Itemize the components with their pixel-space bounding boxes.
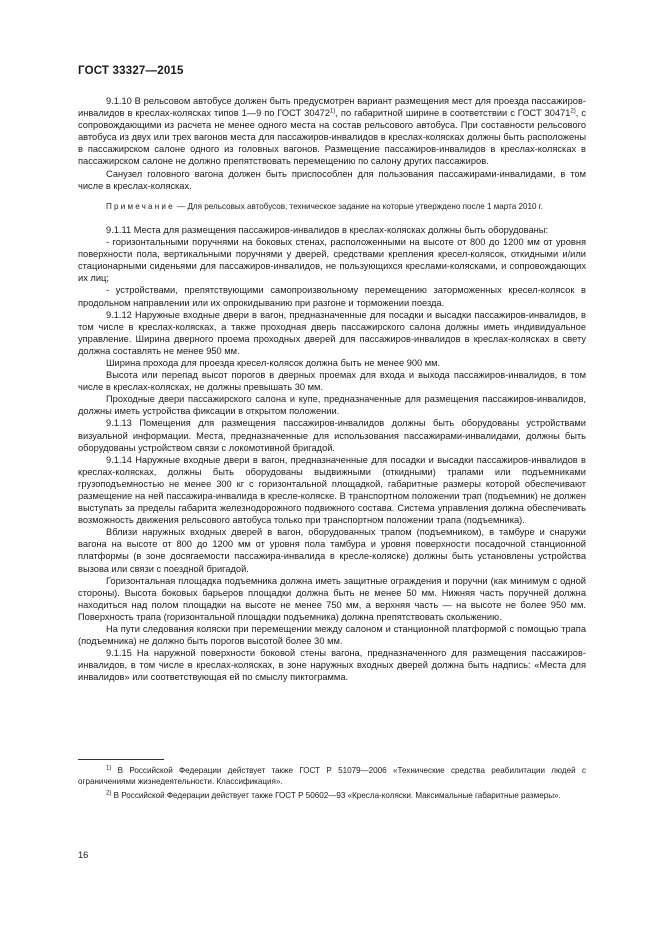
- paragraph: На пути следования коляски при перемещении между салоном и станционной платформой с помощью трапа (подъемника) не должно быть порогов высотой более 30 мм.: [78, 624, 586, 647]
- footnotes: [78, 765, 586, 803]
- paragraph-9-1-14: 9.1.14 Наружные входные двери в вагон, предназначенные для посадки и высадки пассажиров-инвалидов в креслах-колясках, должны быть оборудованы выдвижными (откидными) трапами или подъемниками грузоподъемностью не менее 300 кг с горизонтальной площадкой, габаритные размеры которой обеспечивают размещение на ней пассажира-инвалида в кресле-коляске. В транспортном положении трап (подъемник) не должен выступать за пределы габарита железнодорожного подвижного состава. Система управления должна обеспечивать возможность движения рельсового автобуса только при транспортном положении трапа (подъемника).: [78, 454, 586, 526]
- paragraph-9-1-13: 9.1.13 Помещения для размещения пассажиров-инвалидов должны быть оборудованы устройствами визуальной информации. Места, предназначенные для использования пассажирами-инвалидами, должны быть оборудованы устройством связи с локомотивной бригадой.: [78, 418, 586, 453]
- footnote-ref-1: 1): [330, 108, 336, 115]
- note: [78, 201, 586, 212]
- list-item: - горизонтальными поручнями на боковых стенах, расположенными на высоте от 800 до 1200 мм от уровня поверхности пола, вертикальными поручнями у дверей, средствами крепления кресел-колясок, откидными и/или стационарными сиденьями для пассажиров-инвалидов, не пользующихся креслами-колясками, и сопровождающих их лиц;: [78, 237, 586, 284]
- footnote-mark-1: 1): [106, 765, 112, 772]
- note-label: Примечание: [106, 201, 175, 211]
- document-header: ГОСТ 33327—2015: [78, 65, 184, 77]
- paragraph-9-1-12: 9.1.12 Наружные входные двери в вагон, предназначенные для посадки и высадки пассажиров-инвалидов, в том числе в креслах-колясках, а также проходная дверь пассажирского салона должны иметь индивидуальное управление. Ширина дверного проема проходных дверей для пассажиров-инвалидов в креслах-колясках в свету должна составлять не менее 950 мм.: [78, 309, 586, 356]
- paragraph: Горизонтальная площадка подъемника должна иметь защитные ограждения и поручни (как минимум с одной стороны). Высота боковых барьеров площадки должна быть не менее 50 мм. Нижняя часть поручней должна находиться над полом площадки на высоте не менее 750 мм, а верхняя часть — на высоте не более 950 мм. Поверхность трапа (горизонтальной площадки подъемника) должна препятствовать скольжению.: [78, 575, 586, 622]
- paragraph-9-1-11: 9.1.11 Места для размещения пассажиров-инвалидов в креслах-колясках должны быть оборудованы:: [106, 224, 549, 235]
- footnote-separator: [78, 759, 164, 760]
- list-item: - устройствами, препятствующими самопроизвольному перемещению заторможенных кресел-колясок в продольном направлении или их опрокидыванию при разгоне и торможении поезда.: [78, 285, 586, 308]
- document-body: [78, 95, 586, 684]
- footnote-2: $^{2)}$ В Российской Федерации действует также ГОСТ Р 50602—93 «Кресла-коляски. Максимальные габаритные размеры».: [106, 790, 561, 800]
- note-text: — Для рельсовых автобусов, техническое задание на которые утверждено после 1 марта 2010 г.: [174, 201, 543, 211]
- footnote-mark-2: 2): [106, 790, 112, 797]
- paragraph: Высота или перепад высот порогов в дверных проемах для входа и выхода пассажиров-инвалидов, в том числе в креслах-колясках, не должны превышать 30 мм.: [78, 370, 586, 393]
- paragraph-9-1-10: 9.1.10 В рельсовом автобусе должен быть предусмотрен вариант размещения мест для проезда пассажиров-инвалидов в креслах-колясках типов 1—9 по ГОСТ 30472$^{1)}$, по габаритной ширине в соответствии с ГОСТ 30471$^{2)}$, с сопровождающими из расчета не менее одного места на состав рельсового автобуса. При составности рельсового автобуса из двух или трех вагонов места для пассажиров-инвалидов в креслах-колясках должны быть расположены в пассажирском салоне одного из головных вагонов. Размещение пассажиров-инвалидов в креслах-колясках в пассажирском салоне не должно препятствовать перемещению по салону других пассажиров.: [78, 96, 586, 167]
- footnote-ref-2: 2): [570, 108, 576, 115]
- page-number: 16: [78, 850, 89, 860]
- paragraph-sanuzel: Санузел головного вагона должен быть приспособлен для пользования пассажирами-инвалидами, в том числе в креслах-колясках.: [78, 168, 586, 191]
- paragraph: Проходные двери пассажирского салона и купе, предназначенные для размещения пассажиров-инвалидов, должны иметь устройства фиксации в открытом положении.: [78, 394, 586, 417]
- paragraph-9-1-15: 9.1.15 На наружной поверхности боковой стены вагона, предназначенного для размещения пассажиров-инвалидов, в том числе в креслах-колясках, в зоне наружных входных дверей должна быть надпись: «Места для инвалидов» или соответствующая ей по смыслу пиктограмма.: [78, 648, 586, 683]
- paragraph: Вблизи наружных входных дверей в вагон, оборудованных трапом (подъемником), в тамбуре и снаружи вагона на высоте от 800 до 1200 мм от уровня пола тамбура и уровня поверхности посадочной станционной платформы (в зоне досягаемости пассажира-инвалида в кресле-коляске) должны быть установлены устройства вызова или связи с поездной бригадой.: [78, 527, 586, 574]
- footnote-1: $^{1)}$ В Российской Федерации действует также ГОСТ Р 51079—2006 «Технические средства реабилитации людей с ограничениями жизнедеятельности. Классификация».: [78, 765, 586, 787]
- paragraph: Ширина прохода для проезда кресел-колясок должна быть не менее 900 мм.: [106, 357, 441, 368]
